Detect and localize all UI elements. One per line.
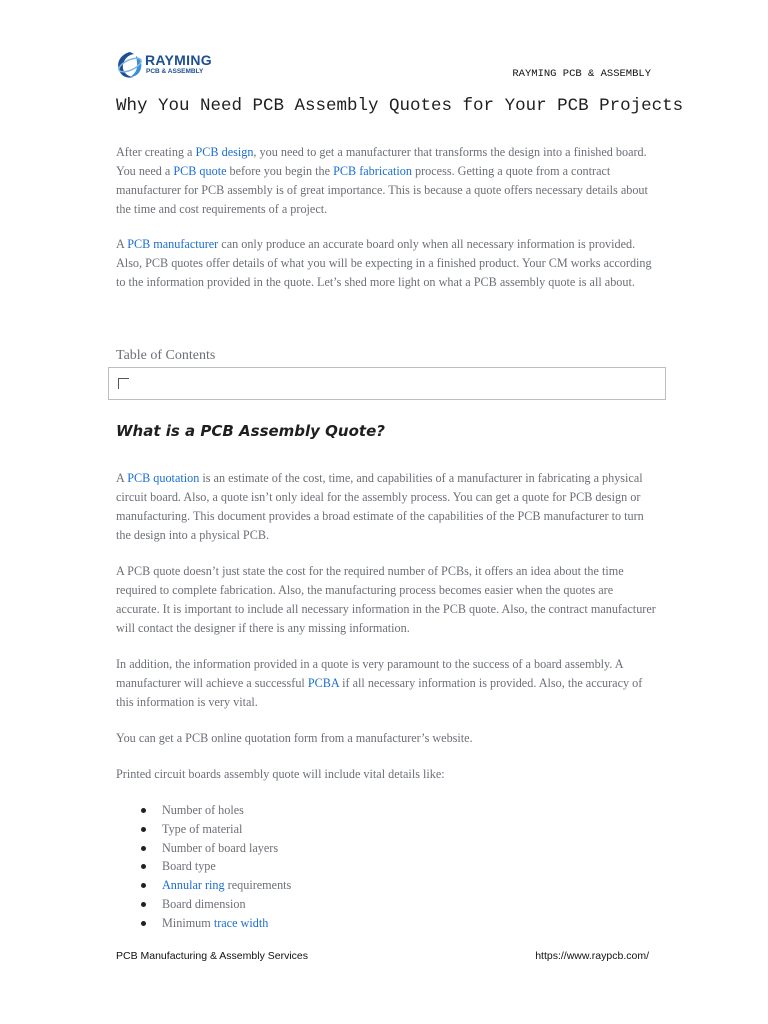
logo-swoosh-icon [116, 50, 144, 80]
toc-box[interactable] [108, 367, 666, 400]
rayming-logo[interactable] [116, 50, 226, 82]
trace-width-link[interactable]: trace width [213, 915, 269, 930]
pcb-quotation-link[interactable]: PCB quotation [127, 471, 200, 485]
footer-url-link[interactable]: https://www.raypcb.com/ [535, 950, 649, 962]
text: is an estimate of the cost, time, and capabilities of a manufacturer in fabricating a physical circuit board. Also, a quote isn’t only ideal for the assembly process. You can get a quote for PCB design or manufacturing. This document provides a broad estimate of the capabilities of the PCB manufacturer to turn the design into a physical PCB. [116, 471, 644, 542]
list-item [0, 820, 291, 839]
toc-title: Table of Contents [116, 348, 216, 363]
section-paragraph-2: A PCB quote doesn’t just state the cost for the required number of PCBs, it offers an idea about the time required to complete fabrication. Also, the manufacturing process becomes easier when the quotes are accurate. It is important to include all necessary information in the PCB quote. Also, the contract manufacturer will contact the designer if there is any missing information. [116, 564, 656, 635]
text: Type of material [162, 821, 243, 836]
pcba-link[interactable]: PCBA [307, 676, 340, 690]
list-item [0, 801, 291, 820]
intro-paragraph-1 [116, 143, 656, 219]
text: requirements [224, 878, 292, 893]
text: Board dimension [162, 896, 246, 911]
footer-services: PCB Manufacturing & Assembly Services [116, 950, 308, 962]
page-title: Why You Need PCB Assembly Quotes for Your PCB Projects [116, 96, 684, 116]
text: process. Getting a quote from a contract manufacturer for PCB assembly is of great importance. This is because a quote offers necessary details about the time and cost requirements of a project. [116, 164, 648, 216]
pcb-fabrication-link[interactable]: PCB fabrication [333, 164, 412, 178]
list-item [0, 914, 291, 933]
text: can only produce an accurate board only when all necessary information is provided. Also, PCB quotes offer details of what you will be expecting in a finished product. Your CM works according to the information provided in the quote. Let’s shed more light on what a PCB assembly quote is all about. [116, 237, 652, 289]
text: if all necessary information is provided. Also, the accuracy of this information is very vital. [116, 676, 643, 709]
text: before you begin the [226, 164, 334, 178]
section-paragraph-5: Printed circuit boards assembly quote will include vital details like: [116, 767, 445, 781]
list-item [0, 857, 291, 876]
section-heading: What is a PCB Assembly Quote? [116, 422, 385, 440]
text: A [116, 471, 128, 485]
text: Board type [162, 859, 216, 874]
text: A [116, 237, 128, 251]
text: After creating a [116, 145, 196, 159]
text: In addition, the information provided in a quote is very paramount to the success of a board assembly. A manufacturer will achieve a successful [116, 657, 623, 690]
section-paragraph-4: You can get a PCB online quotation form from a manufacturer’s website. [116, 731, 473, 745]
header-company-name: RAYMING PCB & ASSEMBLY [512, 68, 651, 80]
annular-ring-link[interactable]: Annular ring [162, 878, 225, 893]
pcb-design-link[interactable]: PCB design [195, 145, 254, 159]
text: Number of holes [162, 803, 244, 817]
list-item [0, 895, 291, 914]
details-list [0, 801, 291, 933]
list-item [0, 839, 291, 858]
intro-paragraph-2 [116, 235, 656, 292]
section-paragraph-3 [116, 655, 656, 712]
text: Number of board layers [162, 840, 279, 855]
text: Minimum [162, 915, 214, 930]
toc-toggle-icon[interactable] [118, 378, 129, 389]
text: , you need to get a manufacturer that transforms the design into a finished board. You need a [116, 145, 647, 178]
logo-subtitle: PCB & ASSEMBLY [146, 68, 204, 75]
section-paragraph-1 [116, 469, 656, 545]
logo-name: RAYMING [145, 52, 212, 68]
pcb-quote-link[interactable]: PCB quote [173, 164, 227, 178]
pcb-manufacturer-link[interactable]: PCB manufacturer [127, 237, 219, 251]
list-item [0, 876, 291, 895]
